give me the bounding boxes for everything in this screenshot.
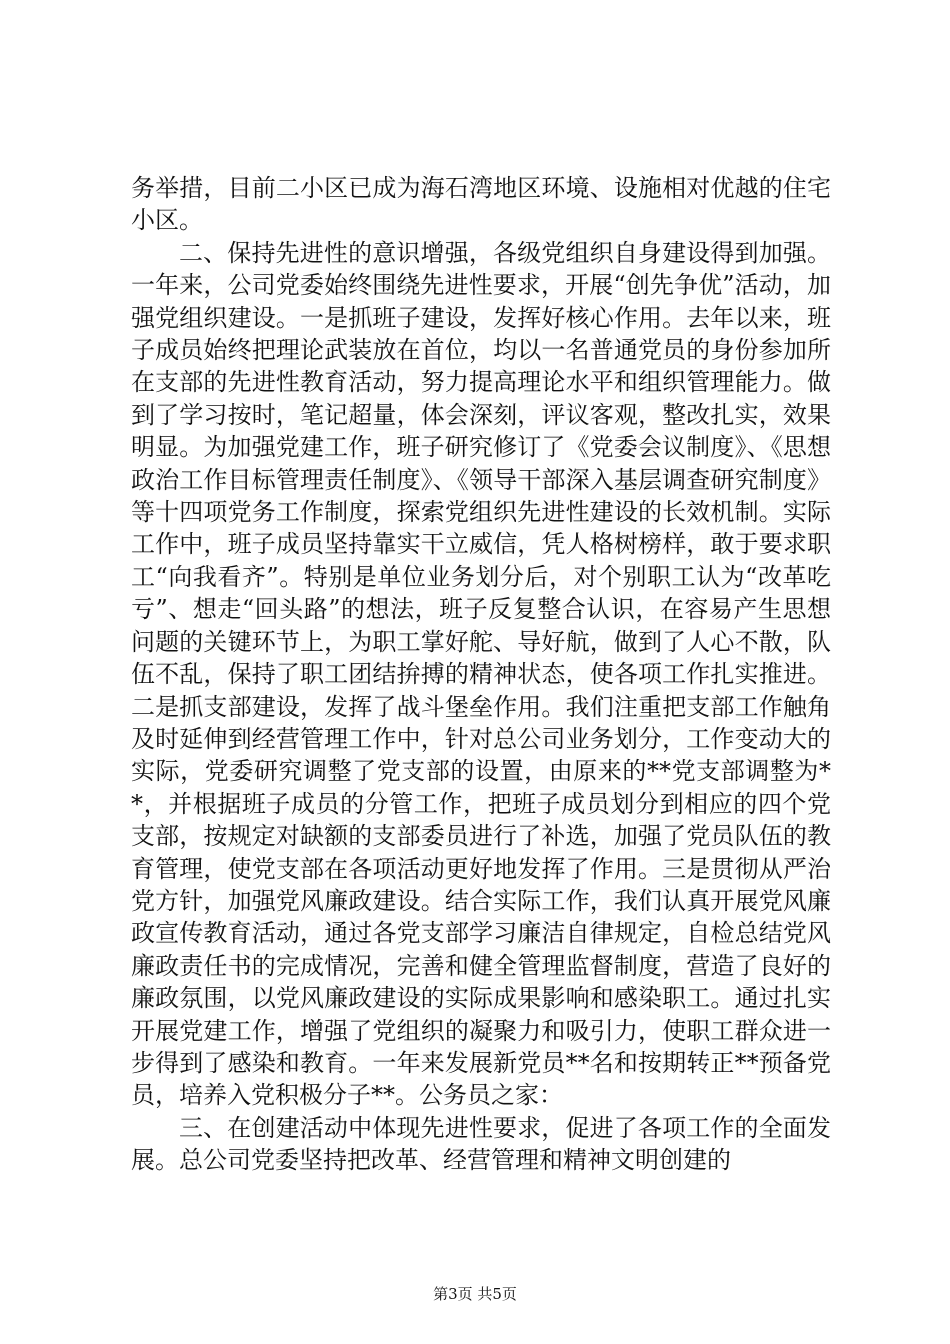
page-number: 第3页 共5页: [433, 1285, 517, 1303]
paragraph-section-three: 三、在创建活动中体现先进性要求，促进了各项工作的全面发展。总公司党委坚持把改革、经营管理和精神文明创建的: [131, 1113, 831, 1175]
document-body: [131, 172, 831, 1177]
page-footer: [0, 1283, 950, 1304]
paragraph-continuation: 务举措，目前二小区已成为海石湾地区环境、设施相对优越的住宅小区。: [131, 174, 831, 235]
paragraph-section-two: 二、保持先进性的意识增强，各级党组织自身建设得到加强。一年来，公司党委始终围绕先进性要求，开展“创先争优”活动，加强党组织建设。一是抓班子建设，发挥好核心作用。去年以来，班子成员始终把理论武装放在首位，均以一名普通党员的身份参加所在支部的先进性教育活动，努力提高理论水平和组织管理能力。做到了学习按时，笔记超量，体会深刻，评议客观，整改扎实，效果明显。为加强党建工作，班子研究修订了《党委会议制度》、《思想政治工作目标管理责任制度》、《领导干部深入基层调查研究制度》等十四项党务工作制度，探索党组织先进性建设的长效机制。实际工作中，班子成员坚持靠实干立威信，凭人格树榜样，敢于要求职工“向我看齐”。特别是单位业务划分后，对个别职工认为“改革吃亏”、想走“回头路”的想法，班子反复整合认识，在容易产生思想问题的关键环节上，为职工掌好舵、导好航，做到了人心不散，队伍不乱，保持了职工团结拚搏的精神状态，使各项工作扎实推进。二是抓支部建设，发挥了战斗堡垒作用。我们注重把支部工作触角及时延伸到经营管理工作中，针对总公司业务划分，工作变动大的实际，党委研究调整了党支部的设置，由原来的**党支部调整为**，并根据班子成员的分管工作，把班子成员划分到相应的四个党支部，按规定对缺额的支部委员进行了补选，加强了党员队伍的教育管理，使党支部在各项活动更好地发挥了作用。三是贯彻从严治党方针，加强党风廉政建设。结合实际工作，我们认真开展党风廉政宣传教育活动，通过各党支部学习廉洁自律规定，自检总结党风廉政责任书的完成情况，完善和健全管理监督制度，营造了良好的廉政氛围，以党风廉政建设的实际成果影响和感染职工。通过扎实开展党建工作，增强了党组织的凝聚力和吸引力，使职工群众进一步得到了感染和教育。一年来发展新党员**名和按期转正**预备党员，培养入党积极分子**。公务员之家：: [131, 238, 831, 1110]
